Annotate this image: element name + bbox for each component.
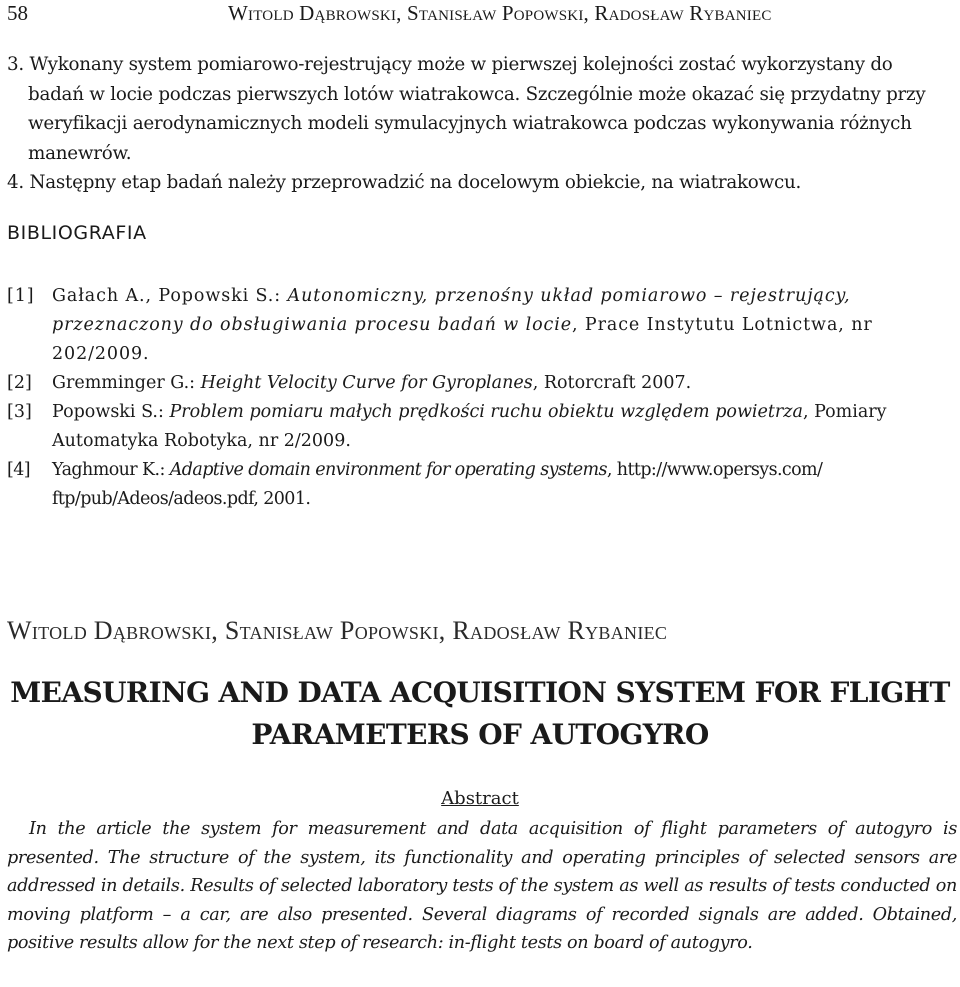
reference-number: [3] — [7, 402, 32, 422]
page-header — [7, 0, 960, 26]
reference-item — [7, 282, 957, 369]
reference-item — [7, 456, 957, 514]
conclusion-item: 3. Wykonany system pomiarowo-rejestrujący może w pierwszej kolejności zostać wykorzystany do badań w locie podczas pierwszych lotów wiatrakowca. Szczególnie może okazać się przydatny przy weryfikacji aerodynamicznych modeli symulacyjnych wiatrakowca podczas wykonywania różnych manewrów. — [7, 54, 926, 164]
reference-title: Height Velocity Curve for Gyroplanes — [200, 373, 533, 393]
reference-details: , Prace Instytutu Lotnictwa, nr 202/2009. — [52, 315, 873, 364]
reference-title: Problem pomiaru małych prędkości ruchu obiektu względem powietrza — [169, 402, 803, 422]
abstract-text: In the article the system for measurement and data acquisition of flight parameters of autogyro is presented. The structure of the system, its functionality and operating principles of selected sensors are addressed in details. Results of selected laboratory tests of the system as well as results of tests conducted on moving platform – a car, are also presented. Several diagrams of recorded signals are added. Obtained, positive results allow for the next step of research: in-flight tests on board of autogyro. — [7, 819, 957, 954]
page-number: 58 — [7, 1, 28, 25]
reference-title: Autonomiczny, przenośny układ pomiarowo – rejestrujący, przeznaczony do obsługiwania procesu badań w locie — [52, 286, 851, 335]
reference-authors: Yaghmour K.: — [52, 460, 170, 480]
reference-authors: Gałach A., Popowski S.: — [52, 286, 288, 306]
conclusions-section — [7, 50, 953, 198]
reference-authors: Gremminger G.: — [52, 373, 201, 393]
conclusion-item: 4. Następny etap badań należy przeprowadzić na docelowym obiekcie, na wiatrakowcu. — [7, 172, 802, 193]
reference-title: Adaptive domain environment for operating systems — [169, 460, 607, 480]
reference-item — [7, 398, 957, 456]
running-header-authors: Witold Dąbrowski, Stanisław Popowski, Radosław Rybaniec — [228, 1, 772, 25]
reference-list — [7, 282, 957, 514]
reference-number: [4] — [7, 460, 30, 480]
reference-number: [2] — [7, 373, 32, 393]
abstract-heading: Abstract — [441, 788, 519, 809]
bibliography-heading: BIBLIOGRAFIA — [7, 222, 147, 244]
reference-authors: Popowski S.: — [52, 402, 170, 422]
paper-title: MEASURING AND DATA ACQUISITION SYSTEM FOR FLIGHT PARAMETERS OF AUTOGYRO — [10, 676, 950, 751]
reference-details: , Pomiary Automatyka Robotyka, nr 2/2009. — [52, 402, 887, 451]
abstract-body — [7, 815, 957, 958]
reference-item — [7, 369, 957, 398]
summary-authors: Witold Dąbrowski, Stanisław Popowski, Radosław Rybaniec — [7, 616, 668, 645]
reference-details: , Rotorcraft 2007. — [532, 373, 692, 393]
reference-number: [1] — [7, 286, 35, 306]
reference-details: , http://www.opersys.com/ ftp/pub/Adeos/adeos.pdf, 2001. — [52, 460, 823, 509]
